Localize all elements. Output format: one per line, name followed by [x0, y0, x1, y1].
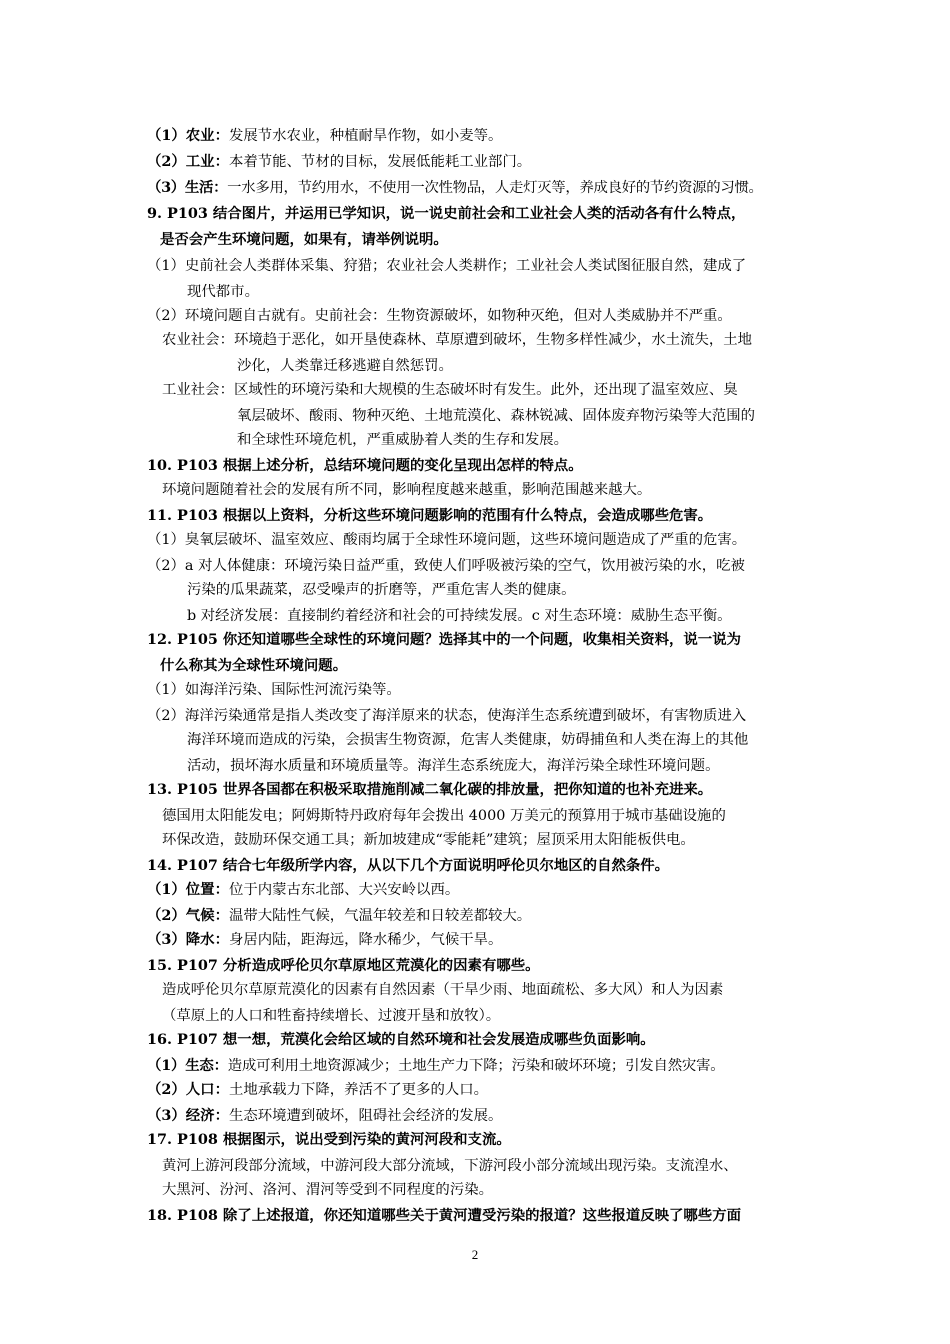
answer-line: 活动，损坏海水质量和环境质量等。海洋生态系统庞大，海洋污染全球性环境问题。 — [187, 758, 720, 774]
answer-line: b 对经济发展：直接制约着经济和社会的可持续发展。c 对生态环境：威胁生态平衡。 — [187, 608, 732, 624]
answer-line: 环境问题随着社会的发展有所不同，影响程度越来越重，影响范围越来越大。 — [162, 482, 652, 498]
answer-line: 现代都市。 — [187, 284, 259, 300]
answer-label: （3）降水： — [147, 931, 229, 948]
answer-text: 本着节能、节材的目标，发展低能耗工业部门。 — [228, 154, 532, 170]
answer-line: （2）a 对人体健康：环境污染日益严重，致使人们呼吸被污染的空气，饮用被污染的水，吃被 — [147, 558, 745, 574]
answer-line: 大黑河、汾河、洛河、渭河等受到不同程度的污染。 — [162, 1182, 493, 1198]
answer-line — [147, 152, 531, 172]
answer-line: （草原上的人口和牲畜持续增长、过渡开垦和放牧）。 — [162, 1008, 501, 1024]
answer-line — [147, 880, 459, 900]
answer-line: （1）如海洋污染、国际性河流污染等。 — [147, 682, 401, 698]
answer-text: 生态环境遭到破坏，阻碍社会经济的发展。 — [228, 1108, 503, 1124]
answer-line: 黄河上游河段部分流域，中游河段大部分流域，下游河段小部分流域出现污染。支流湟水、 — [162, 1158, 738, 1174]
answer-line: 沙化，人类靠迁移逃避自然惩罚。 — [237, 358, 453, 374]
page-number: 2 — [471, 1247, 479, 1262]
answer-text: 发展节水农业，种植耐旱作物，如小麦等。 — [228, 128, 503, 144]
answer-line: 环保改造，鼓励环保交通工具；新加坡建成“零能耗”建筑；屋顶采用太阳能板供电。 — [162, 832, 695, 848]
answer-line: （1）臭氧层破坏、温室效应、酸雨均属于全球性环境问题，这些环境问题造成了严重的危害。 — [147, 532, 747, 548]
answer-line: 农业社会：环境趋于恶化，如开垦使森林、草原遭到破坏，生物多样性减少，水土流失，土地 — [162, 332, 753, 348]
answer-label: （2）气候： — [147, 907, 229, 924]
answer-label: （3）经济： — [147, 1107, 229, 1124]
answer-label: （2）工业： — [147, 153, 229, 170]
answer-text: 造成可利用土地资源减少；土地生产力下降；污染和破坏环境；引发自然灾害。 — [227, 1058, 725, 1074]
question-10: 10. P103 根据上述分析，总结环境问题的变化呈现出怎样的特点。 — [147, 457, 583, 474]
question-9-cont: 是否会产生环境问题，如果有，请举例说明。 — [160, 231, 448, 248]
answer-line: 德国用太阳能发电；阿姆斯特丹政府每年会拨出 4000 万美元的预算用于城市基础设施的 — [162, 808, 726, 824]
answer-text: 身居内陆，距海远，降水稀少，气候干旱。 — [228, 932, 503, 948]
answer-label: （2）人口： — [147, 1081, 229, 1098]
question-13: 13. P105 世界各国都在积极采取措施削减二氧化碳的排放量，把你知道的也补充进来。 — [147, 781, 713, 798]
answer-text: 温带大陆性气候，气温年较差和日较差都较大。 — [228, 908, 532, 924]
answer-label: （1）农业： — [147, 127, 229, 144]
answer-line — [147, 1106, 502, 1126]
answer-line — [147, 1080, 488, 1100]
question-16: 16. P107 想一想，荒漠化会给区域的自然环境和社会发展造成哪些负面影响。 — [147, 1031, 655, 1048]
answer-line: 和全球性环境危机，严重威胁着人类的生存和发展。 — [237, 432, 568, 448]
question-12: 12. P105 你还知道哪些全球性的环境问题？选择其中的一个问题，收集相关资料，说一说为 — [147, 631, 741, 648]
answer-text: 土地承载力下降，养活不了更多的人口。 — [228, 1082, 489, 1098]
answer-line — [147, 930, 502, 950]
question-18: 18. P108 除了上述报道，你还知道哪些关于黄河遭受污染的报道？这些报道反映了哪些方面 — [147, 1207, 741, 1224]
answer-line: 海洋环境而造成的污染，会损害生物资源，危害人类健康，妨碍捕鱼和人类在海上的其他 — [187, 732, 749, 748]
answer-line: 造成呼伦贝尔草原荒漠化的因素有自然因素（干旱少雨、地面疏松、多大风）和人为因素 — [162, 982, 724, 998]
answer-line — [147, 178, 763, 198]
question-15: 15. P107 分析造成呼伦贝尔草原地区荒漠化的因素有哪些。 — [147, 957, 540, 974]
answer-label: （3）生活： — [147, 179, 228, 196]
answer-line: （1）史前社会人类群体采集、狩猎；农业社会人类耕作；工业社会人类试图征服自然，建成了 — [147, 258, 747, 274]
answer-text: 位于内蒙古东北部、大兴安岭以西。 — [228, 882, 460, 898]
answer-line: （2）海洋污染通常是指人类改变了海洋原来的状态，使海洋生态系统遭到破坏，有害物质进入 — [147, 708, 747, 724]
question-14: 14. P107 结合七年级所学内容，从以下几个方面说明呼伦贝尔地区的自然条件。 — [147, 857, 670, 874]
question-9: 9. P103 结合图片，并运用已学知识，说一说史前社会和工业社会人类的活动各有什么特点， — [147, 205, 746, 222]
question-11: 11. P103 根据以上资料，分析这些环境问题影响的范围有什么特点，会造成哪些危害。 — [147, 507, 713, 524]
question-17: 17. P108 根据图示，说出受到污染的黄河河段和支流。 — [147, 1131, 511, 1148]
answer-line — [147, 1056, 724, 1076]
answer-line — [147, 126, 502, 146]
answer-line: 氧层破坏、酸雨、物种灭绝、土地荒漠化、森林锐减、固体废弃物污染等大范围的 — [237, 408, 756, 424]
answer-line — [147, 906, 531, 926]
answer-label: （1）位置： — [147, 881, 229, 898]
question-12-cont: 什么称其为全球性环境问题。 — [160, 657, 348, 674]
answer-line: 工业社会：区域性的环境污染和大规模的生态破坏时有发生。此外，还出现了温室效应、臭 — [162, 382, 738, 398]
answer-text: 一水多用，节约用水，不使用一次性物品，人走灯灭等，养成良好的节约资源的习惯。 — [227, 180, 763, 196]
answer-line: 污染的瓜果蔬菜，忍受噪声的折磨等，严重危害人类的健康。 — [187, 582, 576, 598]
answer-line: （2）环境问题自古就有。史前社会：生物资源破坏，如物种灭绝，但对人类威胁并不严重。 — [147, 308, 732, 324]
answer-label: （1）生态： — [147, 1057, 228, 1074]
